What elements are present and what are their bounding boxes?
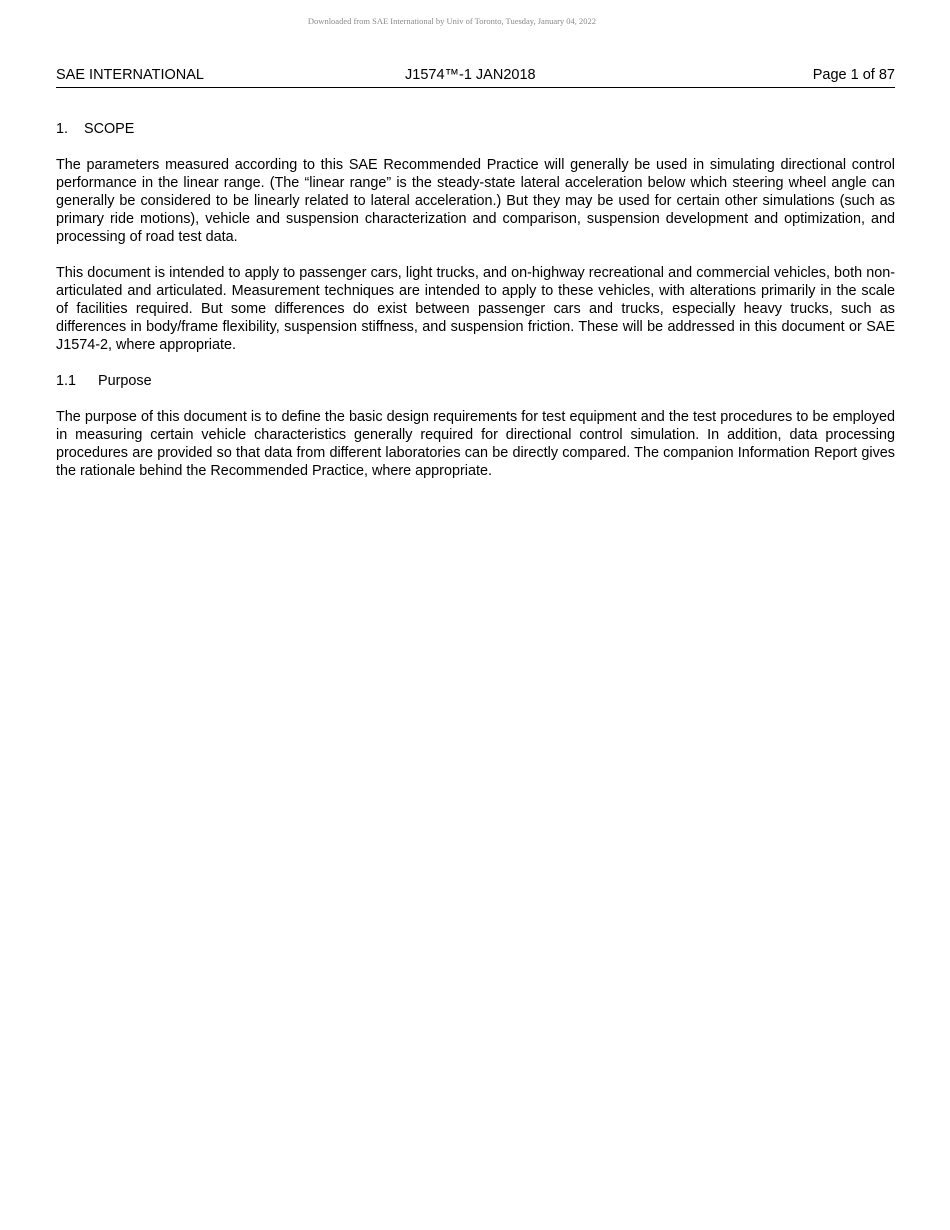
scope-paragraph-2: This document is intended to apply to passenger cars, light trucks, and on-highway recreational and commercial vehicles, both non-articulated and articulated. Measurement techniques are intended to apply to these vehicles, with alterations primarily in the scale of facilities required. But some differences do exist between passenger cars and trucks, especially heavy trucks, such as differences in body/frame flexibility, suspension stiffness, and suspension friction. These will be addressed in this document or SAE J1574-2, where appropriate.: [56, 265, 895, 353]
section-heading-purpose: [56, 372, 895, 390]
page-header: [56, 67, 895, 88]
section-title: SCOPE: [84, 121, 135, 137]
header-document-id: J1574™-1 JAN2018: [405, 67, 536, 83]
section-title: Purpose: [98, 373, 152, 389]
scope-paragraph-1: The parameters measured according to this SAE Recommended Practice will generally be used in simulating directional control performance in the linear range. (The “linear range” is the steady-state lateral acceleration below which steering wheel angle can generally be considered to be linearly related to lateral acceleration.) But they may be used for certain other simulations (such as primary ride motions), vehicle and suspension characterization and comparison, suspension development and optimization, and processing of road test data.: [56, 157, 895, 245]
section-number: 1.: [56, 121, 69, 137]
header-organization: SAE INTERNATIONAL: [56, 67, 204, 83]
document-body: [56, 120, 895, 498]
header-page-number: Page 1 of 87: [812, 67, 895, 83]
section-number: 1.1: [56, 373, 77, 389]
section-heading-scope: [56, 120, 895, 138]
purpose-paragraph-1: The purpose of this document is to define the basic design requirements for test equipment and the test procedures to be employed in measuring certain vehicle characteristics generally required for directional control simulation. In addition, data processing procedures are provided so that data from different laboratories can be directly compared. The companion Information Report gives the rationale behind the Recommended Practice, where appropriate.: [56, 409, 895, 479]
download-watermark: Downloaded from SAE International by Univ of Toronto, Tuesday, January 04, 2022: [307, 16, 597, 26]
